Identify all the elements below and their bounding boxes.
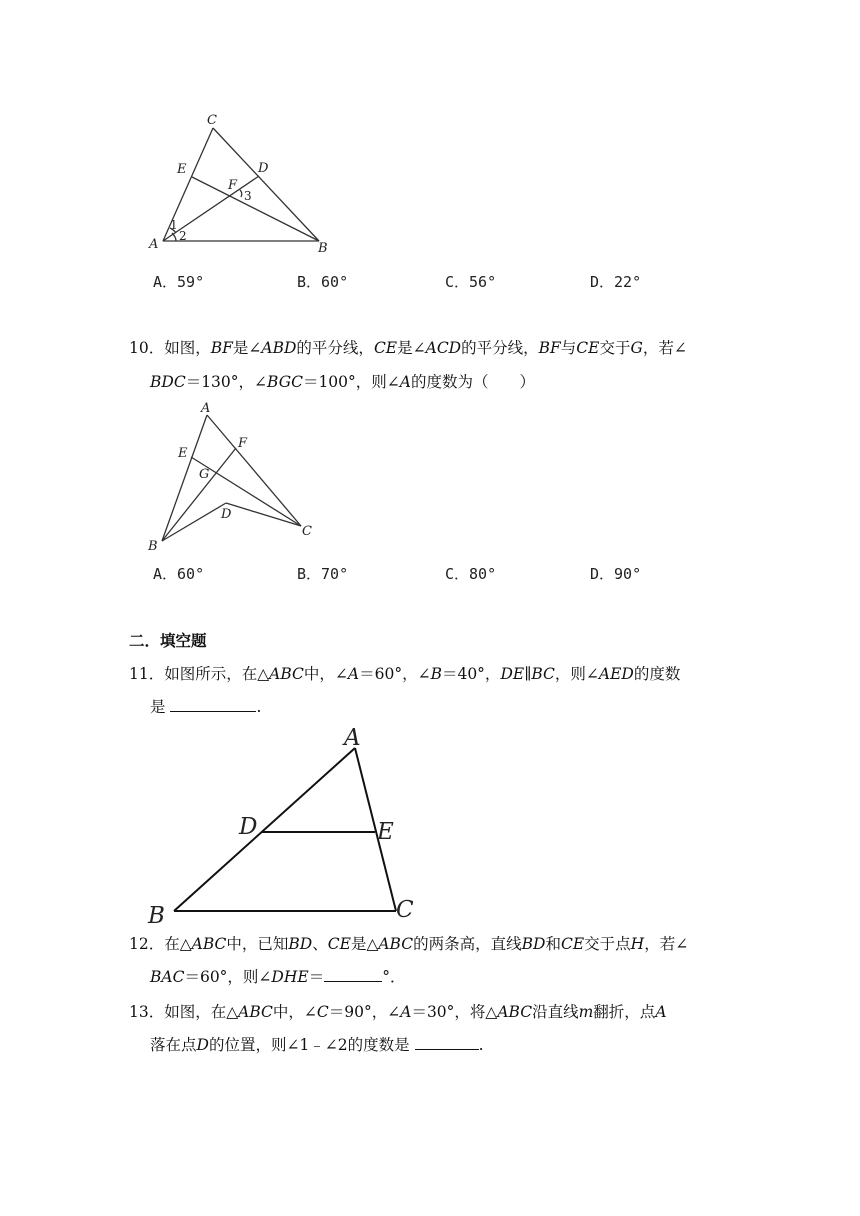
q10-label-F: F xyxy=(238,436,248,451)
q10-figure xyxy=(140,395,330,555)
section-heading: 二．填空题 xyxy=(129,632,207,650)
q9-label-A: A xyxy=(149,237,159,252)
q10-label-B: B xyxy=(148,539,158,554)
q12-answer-blank[interactable] xyxy=(324,967,382,982)
q13-stem-line1: 13．如图，在△ABC中，∠C＝90°，∠A＝30°，将△ABC沿直线m翻折，点A xyxy=(129,1003,667,1021)
q9-label-3: 3 xyxy=(244,189,252,203)
q12-stem-line1: 12．在△ABC中，已知BD、CE是△ABC的两条高，直线BD和CE交于点H，若∠ xyxy=(129,935,689,953)
q9-label-E: E xyxy=(177,162,187,177)
q10-label-A: A xyxy=(201,401,211,416)
q11-label-B: B xyxy=(148,903,165,929)
q11-stem-line2: 是 . xyxy=(150,698,262,716)
q9-label-D: D xyxy=(258,161,269,176)
q9-label-1: 1 xyxy=(170,218,178,232)
q11-figure xyxy=(140,720,430,930)
q9-option-d: D．22° xyxy=(590,273,642,291)
q9-label-B: B xyxy=(318,241,328,256)
q11-label-A: A xyxy=(344,725,361,751)
q11-answer-blank[interactable] xyxy=(170,697,256,712)
q13-stem-line2: 落在点D的位置，则∠1﹣∠2的度数是 . xyxy=(150,1036,484,1054)
q10-option-d: D．90° xyxy=(590,565,642,583)
q10-label-E: E xyxy=(178,446,188,461)
q9-label-F: F xyxy=(228,178,238,193)
q9-option-a: A．59° xyxy=(153,273,205,291)
q11-label-C: C xyxy=(396,897,414,923)
q9-option-b: B．60° xyxy=(297,273,349,291)
q10-stem-line2: BDC＝130°，∠BGC＝100°，则∠A的度数为（ ） xyxy=(150,373,535,391)
q10-label-D: D xyxy=(221,507,232,522)
q9-label-C: C xyxy=(207,113,217,128)
q9-label-2: 2 xyxy=(179,229,187,243)
q10-label-G: G xyxy=(199,467,210,482)
q11-stem-line1: 11．如图所示，在△ABC中，∠A＝60°，∠B＝40°，DE∥BC，则∠AED的度数 xyxy=(129,665,681,683)
q11-label-D: D xyxy=(239,814,258,840)
q11-label-E: E xyxy=(377,819,394,845)
q10-stem-line1: 10．如图，BF是∠ABD的平分线，CE是∠ACD的平分线，BF与CE交于G，若∠ xyxy=(129,339,687,357)
q10-option-a: A．60° xyxy=(153,565,205,583)
q9-option-c: C．56° xyxy=(445,273,497,291)
q10-option-c: C．80° xyxy=(445,565,497,583)
q10-option-b: B．70° xyxy=(297,565,349,583)
q10-label-C: C xyxy=(302,524,312,539)
q13-answer-blank[interactable] xyxy=(415,1035,479,1050)
q9-figure xyxy=(140,105,350,260)
q12-stem-line2: BAC＝60°，则∠DHE＝ °． xyxy=(150,968,406,986)
